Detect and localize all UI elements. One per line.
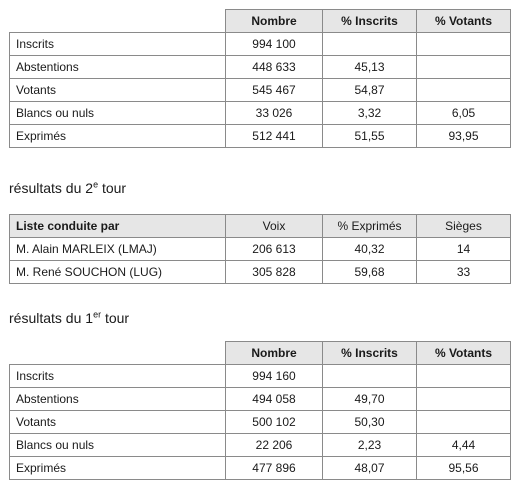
cell-pct-inscrits: 51,55 xyxy=(323,125,417,148)
table-row xyxy=(10,411,511,434)
table-row xyxy=(10,33,511,56)
table-row xyxy=(10,388,511,411)
table-row xyxy=(10,457,511,480)
table-header-row xyxy=(10,10,511,33)
cell-sieges: 14 xyxy=(417,238,511,261)
cell-pct-votants xyxy=(417,33,511,56)
header-pct-votants: % Votants xyxy=(417,10,511,33)
cell-voix: 206 613 xyxy=(226,238,323,261)
title-suffix: tour xyxy=(101,310,130,326)
row-label: Inscrits xyxy=(10,365,226,388)
header-sieges: Sièges xyxy=(417,215,511,238)
cell-pct-inscrits xyxy=(323,33,417,56)
header-liste: Liste conduite par xyxy=(10,215,226,238)
header-voix: Voix xyxy=(226,215,323,238)
section-title-second-round xyxy=(9,180,126,196)
cell-pct-inscrits: 45,13 xyxy=(323,56,417,79)
cell-pct-inscrits: 49,70 xyxy=(323,388,417,411)
header-blank xyxy=(10,342,226,365)
cell-nombre: 477 896 xyxy=(226,457,323,480)
cell-voix: 305 828 xyxy=(226,261,323,284)
participation-table-first-round xyxy=(9,341,511,480)
cell-nombre: 494 058 xyxy=(226,388,323,411)
cell-nombre: 448 633 xyxy=(226,56,323,79)
cell-sieges: 33 xyxy=(417,261,511,284)
cell-pct-inscrits: 50,30 xyxy=(323,411,417,434)
cell-pct-votants xyxy=(417,388,511,411)
table-row xyxy=(10,365,511,388)
cell-pct-inscrits: 2,23 xyxy=(323,434,417,457)
cell-nombre: 500 102 xyxy=(226,411,323,434)
table-row xyxy=(10,238,511,261)
row-label: Votants xyxy=(10,411,226,434)
table-row xyxy=(10,56,511,79)
cell-pct-exprimes: 59,68 xyxy=(323,261,417,284)
cell-pct-votants xyxy=(417,365,511,388)
row-label: Inscrits xyxy=(10,33,226,56)
table-header-row xyxy=(10,215,511,238)
cell-pct-inscrits xyxy=(323,365,417,388)
cell-pct-votants xyxy=(417,79,511,102)
cell-nombre: 33 026 xyxy=(226,102,323,125)
cell-pct-votants: 93,95 xyxy=(417,125,511,148)
cell-pct-inscrits: 3,32 xyxy=(323,102,417,125)
table-header-row xyxy=(10,342,511,365)
header-pct-exprimes: % Exprimés xyxy=(323,215,417,238)
row-label: Votants xyxy=(10,79,226,102)
cell-pct-votants: 4,44 xyxy=(417,434,511,457)
table-row xyxy=(10,79,511,102)
cell-pct-votants xyxy=(417,411,511,434)
header-pct-inscrits: % Inscrits xyxy=(323,342,417,365)
cell-pct-exprimes: 40,32 xyxy=(323,238,417,261)
title-suffix: tour xyxy=(98,180,127,196)
title-prefix: résultats du 2 xyxy=(9,180,94,196)
table-row xyxy=(10,261,511,284)
cell-pct-inscrits: 54,87 xyxy=(323,79,417,102)
table-row xyxy=(10,434,511,457)
header-blank xyxy=(10,10,226,33)
results-table-second-round xyxy=(9,214,511,284)
row-label: M. Alain MARLEIX (LMAJ) xyxy=(10,238,226,261)
cell-nombre: 512 441 xyxy=(226,125,323,148)
row-label: Abstentions xyxy=(10,388,226,411)
cell-pct-votants: 6,05 xyxy=(417,102,511,125)
cell-nombre: 994 100 xyxy=(226,33,323,56)
row-label: Blancs ou nuls xyxy=(10,434,226,457)
title-superscript: e xyxy=(93,179,99,190)
cell-pct-inscrits: 48,07 xyxy=(323,457,417,480)
section-title-first-round xyxy=(9,310,129,326)
cell-nombre: 22 206 xyxy=(226,434,323,457)
header-pct-votants: % Votants xyxy=(417,342,511,365)
title-superscript: er xyxy=(93,309,102,320)
header-nombre: Nombre xyxy=(226,10,323,33)
cell-pct-votants: 95,56 xyxy=(417,457,511,480)
row-label: Abstentions xyxy=(10,56,226,79)
row-label: Exprimés xyxy=(10,457,226,480)
title-prefix: résultats du 1 xyxy=(9,310,94,326)
table-row xyxy=(10,125,511,148)
cell-nombre: 994 160 xyxy=(226,365,323,388)
row-label: Blancs ou nuls xyxy=(10,102,226,125)
table-row xyxy=(10,102,511,125)
cell-pct-votants xyxy=(417,56,511,79)
cell-nombre: 545 467 xyxy=(226,79,323,102)
header-nombre: Nombre xyxy=(226,342,323,365)
row-label: Exprimés xyxy=(10,125,226,148)
header-pct-inscrits: % Inscrits xyxy=(323,10,417,33)
row-label: M. René SOUCHON (LUG) xyxy=(10,261,226,284)
participation-table-second-round xyxy=(9,9,511,148)
